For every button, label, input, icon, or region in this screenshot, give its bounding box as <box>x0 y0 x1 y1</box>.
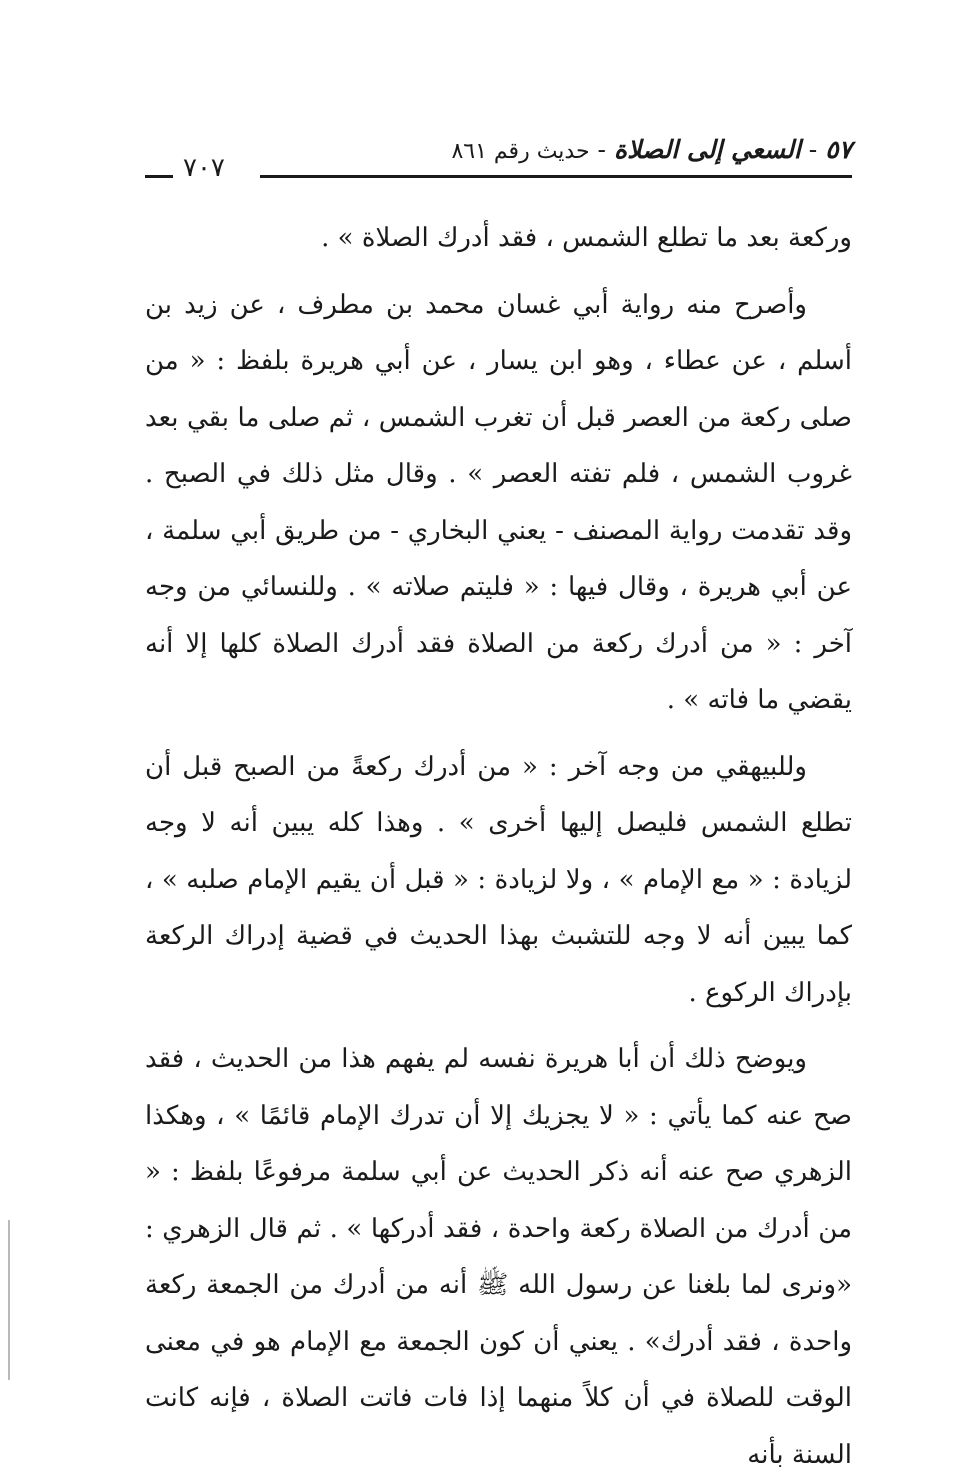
header-title: ٥٧ - السعي إلى الصلاة - حديث رقم ٨٦١ <box>451 135 852 164</box>
page-number: ٧٠٧ <box>183 153 225 183</box>
chapter-number: ٥٧ <box>825 135 852 164</box>
paragraph-2: وأصرح منه رواية أبي غسان محمد بن مطرف ، عن زيد بن أسلم ، عن عطاء ، وهو ابن يسار ، عن أبي هريرة بلفظ : « من صلى ركعة من العصر قبل أن تغرب الشمس ، ثم صلى ما بقي بعد غروب الشمس ، فلم تفته العصر » . وقال مثل ذلك في الصبح . وقد تقدمت رواية المصنف - يعني البخاري - من طريق أبي سلمة ، عن أبي هريرة ، وقال فيها : « فليتم صلاته » . وللنسائي من وجه آخر : « من أدرك ركعة من الصلاة فقد أدرك الصلاة كلها إلا أنه يقضي ما فاته » . <box>145 289 852 715</box>
header-rule <box>260 175 852 178</box>
page-number-block <box>145 153 255 183</box>
hadith-number: حديث رقم ٨٦١ <box>451 139 590 164</box>
paragraph-3: وللبيهقي من وجه آخر : « من أدرك ركعةً من الصبح قبل أن تطلع الشمس فليصل إليها أخرى » . وهذا كله يبين أنه لا وجه لزيادة : « مع الإمام » ، ولا لزيادة : « قبل أن يقيم الإمام صلبه » ، كما يبين أنه لا وجه للتشبث بهذا الحديث في قضية إدراك الركعة بإدراك الركوع . <box>145 751 852 1008</box>
chapter-name: السعي إلى الصلاة <box>613 135 801 164</box>
page-number-dash <box>145 175 173 178</box>
scan-edge-mark <box>8 1220 10 1380</box>
paragraph-4: ويوضح ذلك أن أبا هريرة نفسه لم يفهم هذا من الحديث ، فقد صح عنه كما يأتي : « لا يجزيك إلا أن تدرك الإمام قائمًا » ، وهكذا الزهري صح عنه أنه ذكر الحديث عن أبي سلمة مرفوعًا بلفظ : « من أدرك من الصلاة ركعة واحدة ، فقد أدركها » . ثم قال الزهري : «ونرى لما بلغنا عن رسول الله ﷺ أنه من أدرك من الجمعة ركعة واحدة ، فقد أدرك» . يعني أن كون الجمعة مع الإمام هو في معنى الوقت للصلاة في أن كلاً منهما إذا فات فاتت الصلاة ، فإنه كانت السنة بأنه <box>145 1044 852 1470</box>
running-header <box>145 135 852 185</box>
paragraph-1: وركعة بعد ما تطلع الشمس ، فقد أدرك الصلاة » . <box>321 223 852 253</box>
body-text <box>145 210 852 1483</box>
